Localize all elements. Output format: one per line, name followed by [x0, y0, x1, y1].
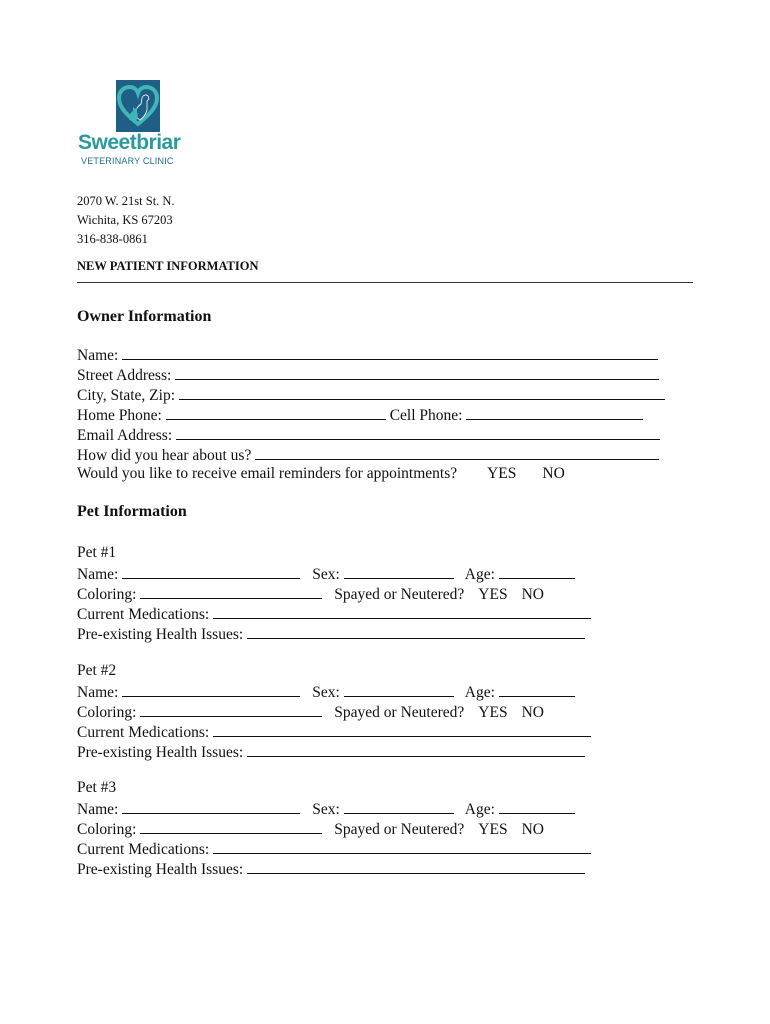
email-label: Email Address:: [77, 427, 173, 444]
owner-phone-row: [77, 404, 643, 426]
cell-phone-label: Cell Phone:: [389, 407, 463, 424]
pet-name-label: Name:: [77, 801, 119, 818]
reminders-label: Would you like to receive email reminders for appointments?: [77, 465, 458, 482]
pet-health-label: Pre-existing Health Issues:: [77, 861, 244, 878]
pet-name-row: [77, 563, 575, 585]
pet-health-row: [77, 623, 585, 645]
pet-spayed-label: Spayed or Neutered?: [334, 821, 465, 838]
clinic-logo-name: Sweetbriar: [78, 131, 181, 154]
pet-age-label: Age:: [464, 684, 495, 701]
pet-age-field[interactable]: [499, 798, 575, 814]
pet-age-field[interactable]: [499, 681, 575, 697]
address-line-1: 2070 W. 21st St. N.: [77, 194, 175, 208]
reminders-yes-option[interactable]: YES: [487, 465, 517, 482]
pet-coloring-row: [77, 583, 544, 605]
owner-name-field[interactable]: [122, 344, 658, 360]
owner-city-label: City, State, Zip:: [77, 387, 176, 404]
title-divider: [77, 282, 693, 283]
owner-city-field[interactable]: [179, 384, 665, 400]
pet-health-field[interactable]: [247, 623, 585, 639]
pet-name-field[interactable]: [122, 798, 300, 814]
pet-spayed-yes-option[interactable]: YES: [478, 821, 508, 838]
pet-coloring-field[interactable]: [140, 701, 322, 717]
heart-pet-logo-icon: [116, 80, 160, 132]
cell-phone-field[interactable]: [466, 404, 643, 420]
pet-spayed-no-option[interactable]: NO: [521, 704, 544, 721]
pet-name-field[interactable]: [122, 563, 300, 579]
pet-age-field[interactable]: [499, 563, 575, 579]
pet-name-field[interactable]: [122, 681, 300, 697]
pet-age-label: Age:: [464, 566, 495, 583]
address-line-2: Wichita, KS 67203: [77, 213, 173, 227]
pet-coloring-row: [77, 818, 544, 840]
clinic-logo: [78, 78, 198, 170]
pet-medications-field[interactable]: [213, 721, 591, 737]
pet-sex-field[interactable]: [344, 563, 454, 579]
pet-sex-field[interactable]: [344, 798, 454, 814]
pet-name-row: [77, 798, 575, 820]
reminders-no-option[interactable]: NO: [542, 465, 565, 482]
pet-medications-row: [77, 838, 591, 860]
pet-health-label: Pre-existing Health Issues:: [77, 626, 244, 643]
owner-street-row: [77, 364, 659, 386]
pet-sex-label: Sex:: [312, 801, 340, 818]
owner-name-label: Name:: [77, 347, 119, 364]
clinic-address: [77, 192, 175, 249]
home-phone-label: Home Phone:: [77, 407, 162, 424]
owner-city-row: [77, 384, 665, 406]
email-field[interactable]: [176, 424, 660, 440]
pet-name-label: Name:: [77, 566, 119, 583]
pet-medications-row: [77, 721, 591, 743]
pet-health-row: [77, 741, 585, 763]
form-title: NEW PATIENT INFORMATION: [77, 259, 259, 273]
pet-medications-label: Current Medications:: [77, 724, 210, 741]
pet-medications-field[interactable]: [213, 838, 591, 854]
pet-spayed-label: Spayed or Neutered?: [334, 704, 465, 721]
owner-street-label: Street Address:: [77, 367, 172, 384]
pet-sex-field[interactable]: [344, 681, 454, 697]
pet-sex-label: Sex:: [312, 684, 340, 701]
pet-health-field[interactable]: [247, 741, 585, 757]
pet-coloring-label: Coloring:: [77, 586, 137, 603]
pet-spayed-no-option[interactable]: NO: [521, 821, 544, 838]
pet-medications-label: Current Medications:: [77, 841, 210, 858]
clinic-phone: 316-838-0861: [77, 232, 148, 246]
pet-title: Pet #2: [77, 662, 117, 679]
pet-health-label: Pre-existing Health Issues:: [77, 744, 244, 761]
pet-medications-label: Current Medications:: [77, 606, 210, 623]
owner-section-heading: Owner Information: [77, 308, 212, 325]
owner-name-row: [77, 344, 658, 366]
pet-spayed-yes-option[interactable]: YES: [478, 704, 508, 721]
pet-coloring-field[interactable]: [140, 583, 322, 599]
pet-coloring-label: Coloring:: [77, 704, 137, 721]
pet-medications-row: [77, 603, 591, 625]
pet-coloring-field[interactable]: [140, 818, 322, 834]
pet-spayed-yes-option[interactable]: YES: [478, 586, 508, 603]
pet-health-row: [77, 858, 585, 880]
home-phone-field[interactable]: [166, 404, 386, 420]
pet-health-field[interactable]: [247, 858, 585, 874]
clinic-logo-subtitle: VETERINARY CLINIC: [81, 156, 174, 166]
pet-medications-field[interactable]: [213, 603, 591, 619]
pet-name-row: [77, 681, 575, 703]
owner-reminders-row: [77, 464, 565, 484]
owner-email-row: [77, 424, 660, 446]
pet-title: Pet #3: [77, 779, 117, 796]
hear-about-field[interactable]: [255, 444, 659, 460]
hear-about-label: How did you hear about us?: [77, 447, 252, 464]
pet-age-label: Age:: [464, 801, 495, 818]
pet-name-label: Name:: [77, 684, 119, 701]
pet-spayed-label: Spayed or Neutered?: [334, 586, 465, 603]
pet-coloring-row: [77, 701, 544, 723]
pet-section-heading: Pet Information: [77, 503, 187, 520]
owner-street-field[interactable]: [175, 364, 659, 380]
pet-title: Pet #1: [77, 544, 117, 561]
pet-sex-label: Sex:: [312, 566, 340, 583]
owner-hear-row: [77, 444, 659, 466]
pet-coloring-label: Coloring:: [77, 821, 137, 838]
pet-spayed-no-option[interactable]: NO: [521, 586, 544, 603]
